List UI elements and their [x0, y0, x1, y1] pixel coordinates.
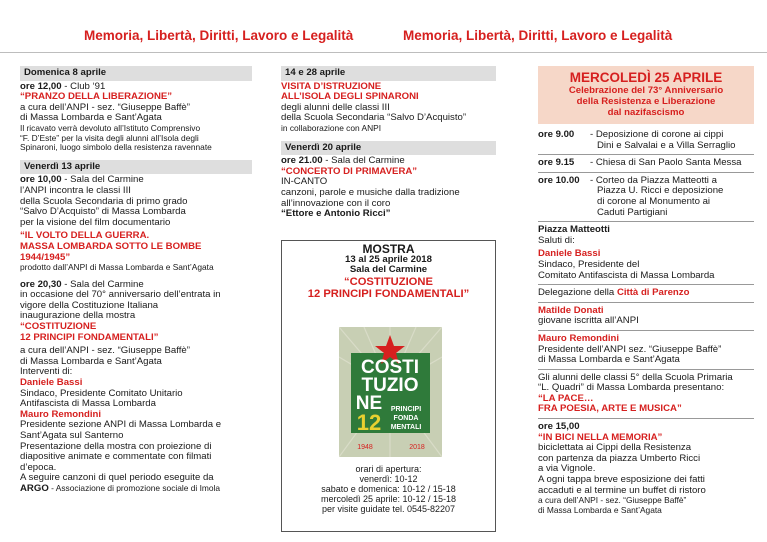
event-title: 12 PRINCIPI FONDAMENTALI”: [20, 331, 159, 343]
text-line: Presidente dell’ANPI sez. “Giuseppe Baffè”: [538, 343, 722, 355]
banner-title-left: Memoria, Libertà, Diritti, Lavoro e Legalità: [84, 28, 354, 43]
text-line: “L. Quadri” di Massa Lombarda presentano:: [538, 382, 725, 394]
text-line: Gli alunni delle classi 5° della Scuola Primaria: [538, 371, 733, 383]
exhibition-poster: [339, 327, 442, 457]
main-event-header: [538, 66, 754, 124]
main-event-subtitle: della Resistenza e Liberazione: [576, 96, 716, 107]
event-time-line: ore 10,00 - Sala del Carmine: [20, 174, 144, 186]
text-line: diapositive animate e commentate con filmati: [20, 451, 212, 463]
speaker-name: Mauro Remondini: [20, 408, 102, 420]
text-line: Saluti di:: [538, 234, 575, 246]
hours-line: mercoledì 25 aprile: 10-12 / 15-18: [320, 494, 457, 504]
text-line: d’epoca.: [20, 461, 57, 473]
text-line: a cura dell’ANPI - sez. “Giuseppe Baffè”: [538, 495, 687, 506]
hours-line: per visite guidate tel. 0545-82207: [321, 504, 456, 514]
schedule-row: ore 9.15 - Chiesa di San Paolo Santa Messa: [538, 157, 742, 169]
poster-number: 12: [356, 410, 382, 435]
date-header: Venerdì 13 aprile: [20, 160, 252, 175]
event-title: 1944/1945”: [20, 251, 71, 263]
column-left: [20, 66, 252, 495]
text-line: Presentazione della mostra con proiezione di: [20, 440, 212, 452]
poster-line-2: TUZIO: [361, 375, 419, 396]
exhibition-name: “COSTITUZIONE: [344, 275, 433, 288]
text-line: accaduti e al termine un buffet di ristoro: [538, 484, 706, 496]
text-line: all’innovazione con il coro: [281, 197, 391, 209]
poster-line-1: COSTI: [360, 357, 420, 378]
text-line: “F. D’Este” per la visita degli alunni all’Isola degli: [20, 132, 199, 143]
event-title: “CONCERTO DI PRIMAVERA”: [281, 165, 418, 177]
event-title: “LA PACE…: [538, 392, 594, 404]
poster-line-3: NE: [355, 393, 383, 414]
text-line: per la visione del film documentario: [20, 216, 171, 228]
text-line: a cura dell’ANPI - sez. “Giuseppe Baffè”: [20, 345, 190, 357]
title-banner: [0, 0, 767, 53]
event-title: “IL VOLTO DELLA GUERRA.: [20, 230, 150, 242]
opening-hours: [282, 464, 495, 514]
schedule-row: ore 9.00 - Deposizione di corone ai cippi Dini e Salvalai e a Villa Serraglio: [538, 129, 736, 151]
poster-sub-1: PRINCIPI: [390, 406, 422, 413]
date-header: 14 e 28 aprile: [281, 66, 496, 81]
exhibition-dates: 13 al 25 aprile 2018: [345, 253, 432, 265]
column-right: [538, 66, 754, 515]
event-title: FRA POESIA, ARTE E MUSICA”: [538, 403, 682, 415]
text-line: Sindaco, Presidente del: [538, 258, 640, 270]
text-line: a cura dell’ANPI - sez. “Giuseppe Baffè”: [20, 101, 190, 113]
event-title: ALL’ISOLA DEGLI SPINARONI: [281, 91, 419, 103]
event-time-line: ore 15,00: [538, 421, 580, 433]
text-line: l’ANPI incontra le classi III: [20, 184, 131, 196]
banner-title-right: Memoria, Libertà, Diritti, Lavoro e Legalità: [403, 28, 673, 43]
text-line: Sant’Agata sul Santerno: [20, 430, 124, 441]
main-event-subtitle: dal nazifascismo: [607, 107, 685, 118]
event-title: “PRANZO DELLA LIBERAZIONE”: [20, 91, 173, 103]
exhibition-box: [281, 240, 496, 532]
text-line: A ogni tappa breve esposizione dei fatti: [538, 474, 705, 486]
argo-line: ARGO - Associazione di promozione sociale di Imola: [20, 482, 221, 494]
text-line: prodotto dall’ANPI di Massa Lombarda e Sant’Agata: [20, 262, 214, 273]
text-line: vigore della Costituzione Italiana: [20, 299, 159, 311]
choir-name: “Ettore e Antonio Ricci”: [281, 208, 391, 220]
exhibition-title: MOSTRA: [362, 242, 415, 256]
event-title: “COSTITUZIONE: [20, 321, 97, 333]
hours-line: orari di apertura:: [355, 464, 422, 474]
hours-line: venerdì: 10-12: [359, 474, 418, 484]
text-line: di Massa Lombarda e Sant’Agata: [538, 504, 662, 515]
text-line: a via Vignole.: [538, 463, 596, 475]
text-line: Spinaroni, luogo simbolo della resistenza ravennate: [20, 142, 212, 153]
text-line: con partenza da piazza Umberto Ricci: [538, 452, 701, 464]
main-event-date: MERCOLEDÌ 25 APRILE: [569, 70, 723, 85]
text-line: Sindaco, Presidente Comitato Unitario: [20, 387, 183, 399]
event-time-line: ore 21.00 - Sala del Carmine: [281, 155, 405, 167]
text-line: Comitato Antifascista di Massa Lombarda: [538, 269, 715, 281]
delegation-line: Delegazione della Città di Parenzo: [538, 287, 690, 299]
text-line: IN-CANTO: [281, 176, 328, 188]
event-title: VISITA D’ISTRUZIONE: [281, 80, 382, 92]
text-line: Antifascista di Massa Lombarda: [20, 398, 156, 410]
exhibition-name: 12 PRINCIPI FONDAMENTALI”: [307, 288, 470, 301]
poster-year-1: 1948: [357, 444, 373, 451]
text-line: di Massa Lombarda e Sant’Agata: [20, 355, 162, 367]
text-line: giovane iscritta all’ANPI: [538, 315, 639, 327]
event-time-line: ore 12,00 - Club ‘91: [20, 80, 106, 92]
hours-line: sabato e domenica: 10-12 / 15-18: [321, 484, 456, 494]
text-line: in occasione del 70° anniversario dell’entrata in: [20, 289, 221, 301]
exhibition-place: Sala del Carmine: [349, 264, 428, 276]
text-line: degli alunni delle classi III: [281, 101, 390, 113]
text-line: in collaborazione con ANPI: [281, 122, 382, 133]
main-event-subtitle: Celebrazione del 73° Anniversario: [568, 85, 724, 96]
text-line: della Scuola Secondaria di primo grado: [20, 195, 188, 207]
text-line: Il ricavato verrà devoluto all’Istituto Comprensivo: [20, 122, 201, 133]
section-heading: Piazza Matteotti: [538, 224, 610, 236]
event-time-line: ore 20,30 - Sala del Carmine: [20, 278, 144, 290]
event-title: “IN BICI NELLA MEMORIA”: [538, 431, 663, 443]
text-line: della Scuola Secondaria “Salvo D’Acquisto”: [281, 112, 467, 124]
text-line: “Salvo D’Acquisto” di Massa Lombarda: [20, 206, 186, 218]
speaker-name: Mauro Remondini: [538, 332, 620, 344]
text-line: inaugurazione della mostra: [20, 310, 136, 322]
speaker-name: Daniele Bassi: [20, 377, 83, 389]
text-line: di Massa Lombarda e Sant’Agata: [20, 112, 162, 124]
column-middle: [281, 66, 496, 220]
date-header: Domenica 8 aprile: [20, 66, 252, 81]
text-line: di Massa Lombarda e Sant’Agata: [538, 354, 680, 366]
speaker-name: Matilde Donati: [538, 304, 604, 316]
poster-graphic: [339, 327, 442, 457]
text-line: A seguire canzoni di quel periodo eseguite da: [20, 472, 214, 484]
text-line: Interventi di:: [20, 366, 73, 378]
date-header: Venerdì 20 aprile: [281, 141, 496, 156]
poster-sub-2: FONDA: [393, 415, 419, 422]
text-line: canzoni, parole e musiche dalla tradizione: [281, 186, 460, 198]
event-title: MASSA LOMBARDA SOTTO LE BOMBE: [20, 240, 202, 252]
schedule-row: ore 10.00 - Corteo da Piazza Matteotti a Piazza U. Ricci e deposizione di corone al Monumento ai Caduti Partigiani: [538, 174, 724, 218]
speaker-name: Daniele Bassi: [538, 248, 601, 260]
text-line: Presidente sezione ANPI di Massa Lombarda e: [20, 419, 222, 431]
text-line: biciclettata ai Cippi della Resistenza: [538, 442, 692, 454]
poster-sub-3: MENTALI: [390, 424, 422, 431]
poster-year-2: 2018: [409, 444, 425, 451]
